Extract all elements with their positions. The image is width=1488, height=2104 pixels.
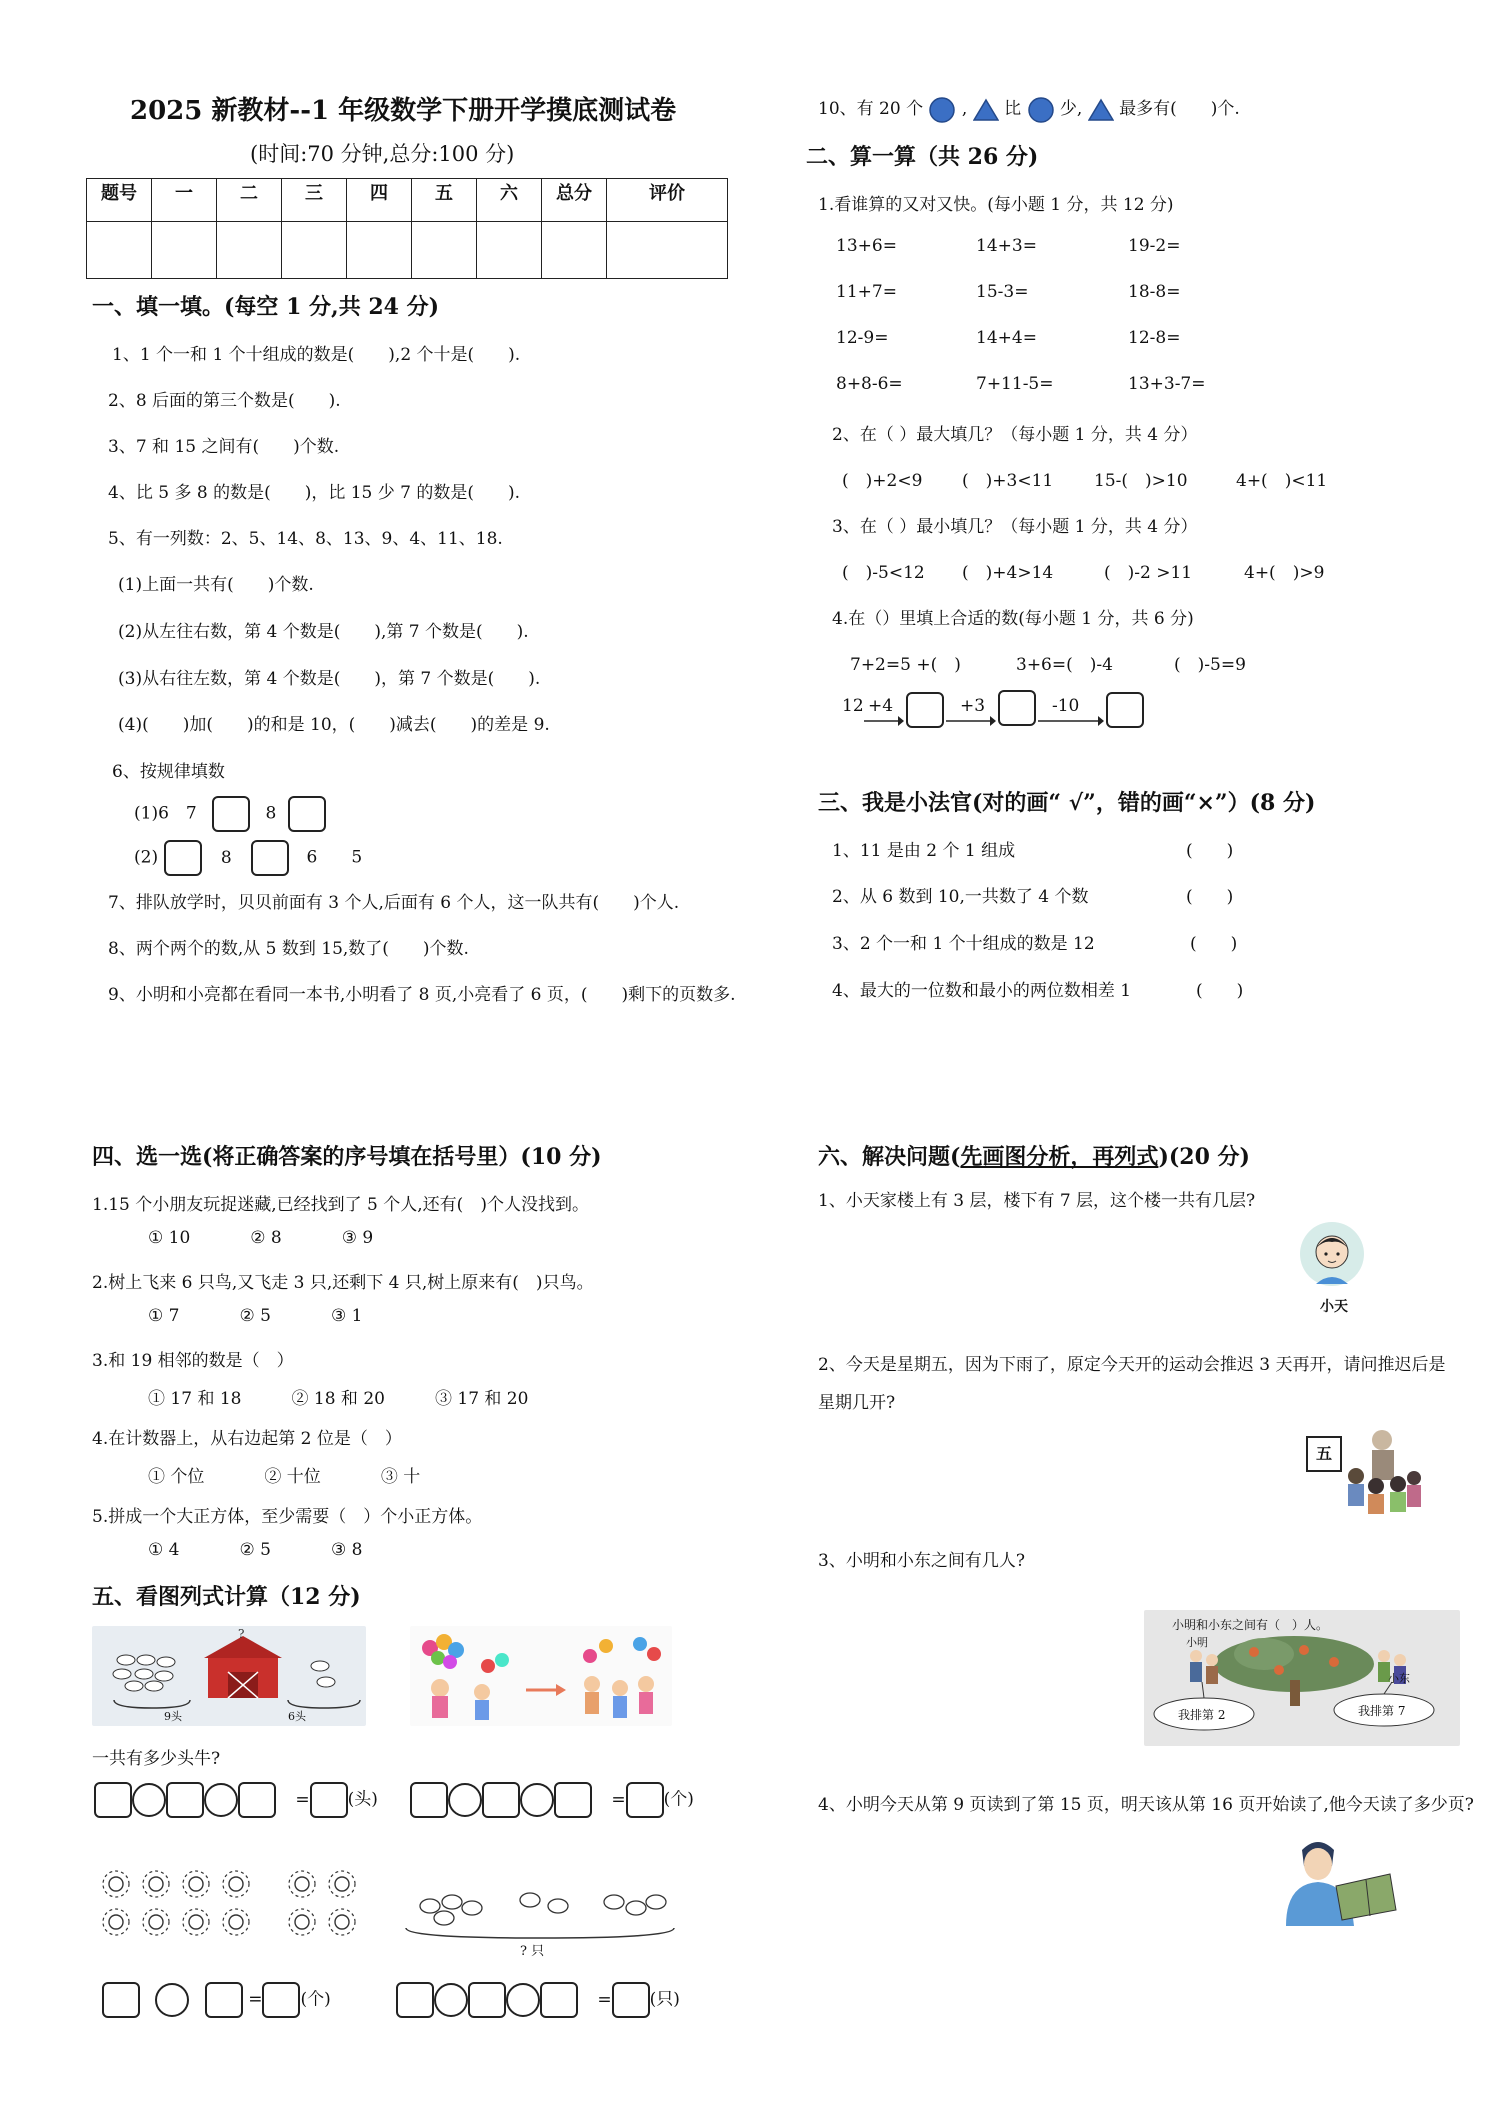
score-header: 评价 bbox=[607, 179, 728, 222]
score-cell[interactable] bbox=[542, 222, 607, 279]
answer-box[interactable] bbox=[212, 796, 250, 832]
fill-item: 4+( )>9 bbox=[1244, 563, 1325, 583]
s1-q3: 3、7 和 15 之间有( )个数. bbox=[108, 437, 340, 457]
score-cell[interactable] bbox=[412, 222, 477, 279]
score-table bbox=[86, 178, 728, 279]
q10-b: , bbox=[961, 99, 968, 119]
fill-item: ( )-5=9 bbox=[1174, 655, 1246, 675]
section-6-title bbox=[818, 1140, 1250, 1171]
choice-option[interactable]: ③ 8 bbox=[330, 1540, 363, 1560]
calc-item: 7+11-5= bbox=[976, 374, 1054, 394]
unit-label: (只) bbox=[649, 1989, 680, 2010]
judge-paren[interactable]: ( ) bbox=[1196, 981, 1244, 1001]
choice-option[interactable]: ② 8 bbox=[250, 1228, 282, 1248]
section-1-title: 一、填一填。(每空 1 分,共 24 分) bbox=[92, 294, 440, 320]
judge-item: 1、11 是由 2 个 1 组成 bbox=[832, 841, 1016, 861]
equation-birds: = (只) bbox=[396, 1982, 680, 2018]
choice-question: 2.树上飞来 6 只鸟,又飞走 3 只,还剩下 4 只,树上原来有( )只鸟。 bbox=[92, 1273, 594, 1293]
q10-d: 少, bbox=[1059, 99, 1083, 119]
svg-text:?: ? bbox=[238, 1627, 245, 1641]
equation-cows: = (头) bbox=[94, 1782, 378, 1818]
score-cell[interactable] bbox=[217, 222, 282, 279]
answer-box[interactable] bbox=[540, 1982, 578, 2018]
choice-option[interactable]: ③ 17 和 20 bbox=[434, 1389, 529, 1409]
score-cell[interactable] bbox=[347, 222, 412, 279]
score-cell[interactable] bbox=[477, 222, 542, 279]
answer-box[interactable] bbox=[166, 1782, 204, 1818]
s6-title-b: )(20 分) bbox=[1158, 1144, 1250, 1170]
answer-box[interactable] bbox=[468, 1982, 506, 2018]
s1-q4: 4、比 5 多 8 的数是( )，比 15 少 7 的数是( ). bbox=[108, 483, 521, 503]
arrow-icon bbox=[946, 714, 996, 728]
queue-question-text: 小明和小东之间有（ ）人。 bbox=[1172, 1618, 1329, 1632]
unit-label: (个) bbox=[300, 1989, 331, 2010]
chain-box[interactable] bbox=[906, 692, 944, 728]
fill-item: 4+( )<11 bbox=[1236, 471, 1328, 491]
score-cell[interactable] bbox=[87, 222, 152, 279]
operator-circle[interactable] bbox=[448, 1783, 482, 1817]
s6-q4: 4、小明今天从第 9 页读到了第 15 页，明天该从第 16 页开始读了,他今天读了多少页? bbox=[818, 1795, 1474, 1815]
s1-q5a: (1)上面一共有( )个数. bbox=[118, 575, 314, 595]
choice-question: 5.拼成一个大正方体，至少需要（ ）个小正方体。 bbox=[92, 1507, 483, 1527]
choice-option[interactable]: ① 17 和 18 bbox=[148, 1389, 242, 1409]
weekday-image bbox=[1302, 1424, 1418, 1516]
chain-box[interactable] bbox=[998, 690, 1036, 726]
s2-p4-title: 4.在（）里填上合适的数(每小题 1 分，共 6 分) bbox=[832, 609, 1194, 629]
s1-q7: 7、排队放学时，贝贝前面有 3 个人,后面有 6 个人，这一队共有( )个人. bbox=[108, 893, 680, 913]
s1-q5: 5、有一列数：2、5、14、8、13、9、4、11、18. bbox=[108, 529, 503, 549]
chain-box[interactable] bbox=[1106, 692, 1144, 728]
choice-option[interactable]: ③ 9 bbox=[341, 1228, 374, 1248]
cow-right-label: 6头 bbox=[288, 1710, 306, 1723]
s1-q2: 2、8 后面的第三个数是( ). bbox=[108, 391, 341, 411]
calc-item: 14+4= bbox=[976, 328, 1037, 348]
answer-box[interactable] bbox=[396, 1982, 434, 2018]
chain-op1: +4 bbox=[868, 696, 894, 716]
balloon-kids-image bbox=[410, 1626, 672, 1726]
operator-circle[interactable] bbox=[155, 1983, 189, 2017]
boy-avatar-icon bbox=[1292, 1218, 1372, 1292]
operator-circle[interactable] bbox=[506, 1983, 540, 2017]
s1-q1: 1、1 个一和 1 个十组成的数是( ),2 个十是( ). bbox=[112, 345, 521, 365]
q6b-prefix: (2) bbox=[134, 847, 159, 868]
page-subtitle: (时间:70 分钟,总分:100 分) bbox=[250, 142, 515, 166]
choice-option[interactable]: ② 5 bbox=[239, 1540, 271, 1560]
answer-box[interactable] bbox=[410, 1782, 448, 1818]
calc-item: 19-2= bbox=[1128, 236, 1181, 256]
fill-item: ( )+3<11 bbox=[962, 471, 1054, 491]
weekday-sign: 五 bbox=[1306, 1436, 1342, 1472]
choice-option[interactable]: ③ 十 bbox=[380, 1467, 421, 1487]
section-3-title: 三、我是小法官(对的画“ √”，错的画“×”）(8 分) bbox=[818, 790, 1316, 816]
judge-item: 3、2 个一和 1 个十组成的数是 12 bbox=[832, 934, 1095, 954]
choice-options bbox=[148, 1228, 433, 1248]
judge-paren[interactable]: ( ) bbox=[1186, 841, 1234, 861]
choice-question: 1.15 个小朋友玩捉迷藏,已经找到了 5 个人,还有( )个人没找到。 bbox=[92, 1195, 589, 1215]
score-header: 三 bbox=[282, 179, 347, 222]
s1-q5c: (3)从右往左数，第 4 个数是( )，第 7 个数是( ). bbox=[118, 669, 541, 689]
fill-item: 7+2=5 +( ) bbox=[850, 655, 961, 675]
choice-option[interactable]: ② 十位 bbox=[264, 1467, 321, 1487]
queue-name-xiaoming: 小明 bbox=[1186, 1636, 1208, 1649]
blue-triangle-icon bbox=[1088, 98, 1114, 122]
score-header: 六 bbox=[477, 179, 542, 222]
equation-balloons: = (个) bbox=[410, 1782, 694, 1818]
fill-item: ( )-2 >11 bbox=[1104, 563, 1193, 583]
section-2-title: 二、算一算（共 26 分) bbox=[806, 144, 1039, 170]
answer-box[interactable] bbox=[482, 1782, 520, 1818]
s2-p3-title: 3、在（ ）最小填几？（每小题 1 分，共 4 分） bbox=[832, 517, 1198, 537]
choice-option[interactable]: ① 4 bbox=[148, 1540, 180, 1560]
q10-e: 最多有( )个. bbox=[1119, 99, 1240, 119]
fill-item: 15-( )>10 bbox=[1094, 471, 1188, 491]
answer-box[interactable] bbox=[205, 1982, 243, 2018]
choice-question: 3.和 19 相邻的数是（ ） bbox=[92, 1351, 294, 1371]
blue-circle-icon bbox=[928, 96, 956, 124]
choice-option[interactable]: ② 18 和 20 bbox=[291, 1389, 385, 1409]
chain-op2: +3 bbox=[960, 696, 986, 716]
s6-q2a: 2、今天是星期五，因为下雨了，原定今天开的运动会推迟 3 天再开，请问推迟后是 bbox=[818, 1355, 1446, 1375]
equation-suns: = (个) bbox=[102, 1982, 331, 2018]
calc-item: 11+7= bbox=[836, 282, 897, 302]
arrow-icon bbox=[1038, 714, 1104, 728]
choice-options bbox=[148, 1540, 422, 1560]
q6b-a: 8 bbox=[220, 847, 232, 868]
score-header: 二 bbox=[217, 179, 282, 222]
calc-item: 8+8-6= bbox=[836, 374, 903, 394]
judge-paren[interactable]: ( ) bbox=[1186, 887, 1234, 907]
fill-item: ( )-5<12 bbox=[842, 563, 925, 583]
queue-bubble-2: 我排第 7 bbox=[1358, 1704, 1406, 1718]
answer-box[interactable] bbox=[251, 840, 289, 876]
choice-options bbox=[148, 1306, 422, 1326]
choice-options bbox=[148, 1384, 588, 1409]
s1-q6a bbox=[134, 796, 326, 832]
calc-item: 13+6= bbox=[836, 236, 897, 256]
choice-options bbox=[148, 1462, 480, 1487]
queue-name-xiaodong: 小东 bbox=[1388, 1672, 1410, 1685]
blue-circle-icon bbox=[1027, 96, 1055, 124]
calc-item: 15-3= bbox=[976, 282, 1029, 302]
q6a-prefix: (1)6 7 bbox=[134, 803, 197, 824]
bird-question-label: ? 只 bbox=[520, 1944, 545, 1959]
fill-item: ( )+2<9 bbox=[842, 471, 923, 491]
section-5-title: 五、看图列式计算（12 分) bbox=[92, 1584, 361, 1610]
operator-circle[interactable] bbox=[204, 1783, 238, 1817]
reading-boy-image bbox=[1272, 1830, 1402, 1926]
answer-box[interactable] bbox=[612, 1982, 650, 2018]
answer-box[interactable] bbox=[310, 1782, 348, 1818]
answer-box[interactable] bbox=[288, 796, 326, 832]
calc-item: 14+3= bbox=[976, 236, 1037, 256]
q6b-b: 6 5 bbox=[306, 847, 363, 868]
s1-q5d: (4)( )加( )的和是 10，( )减去( )的差是 9. bbox=[118, 715, 550, 735]
s6-title-underlined: 先画图分析，再列式 bbox=[960, 1144, 1159, 1170]
s1-q9: 9、小明和小亮都在看同一本书,小明看了 8 页,小亮看了 6 页，( )剩下的页数多. bbox=[108, 985, 736, 1005]
s6-title-a: 六、解决问题( bbox=[818, 1144, 961, 1170]
q10-a: 10、有 20 个 bbox=[818, 99, 924, 119]
s2-p2-title: 2、在（ ）最大填几？（每小题 1 分，共 4 分） bbox=[832, 425, 1198, 445]
score-header: 五 bbox=[412, 179, 477, 222]
calc-item: 12-9= bbox=[836, 328, 889, 348]
operator-circle[interactable] bbox=[132, 1783, 166, 1817]
unit-label: (个) bbox=[663, 1789, 694, 1810]
s1-q8: 8、两个两个的数,从 5 数到 15,数了( )个数. bbox=[108, 939, 469, 959]
children-group-illustration bbox=[1342, 1424, 1422, 1516]
calc-item: 13+3-7= bbox=[1128, 374, 1206, 394]
page-title: 2025 新教材--1 年级数学下册开学摸底测试卷 bbox=[130, 96, 677, 126]
score-cell[interactable] bbox=[607, 222, 728, 279]
choice-option[interactable]: ① 7 bbox=[148, 1306, 180, 1326]
s6-q3: 3、小明和小东之间有几人? bbox=[818, 1551, 1025, 1571]
cows-barn-image bbox=[92, 1626, 366, 1726]
answer-box[interactable] bbox=[164, 840, 202, 876]
fill-item: 3+6=( )-4 bbox=[1016, 655, 1113, 675]
answer-box[interactable] bbox=[238, 1782, 276, 1818]
xiaotian-caption: 小天 bbox=[1320, 1299, 1348, 1315]
s6-q2b: 星期几开? bbox=[818, 1393, 896, 1413]
balloon-kids-illustration bbox=[410, 1626, 672, 1726]
cows-barn-illustration bbox=[92, 1626, 366, 1726]
calc-item: 18-8= bbox=[1128, 282, 1181, 302]
choice-option[interactable]: ① 个位 bbox=[148, 1467, 205, 1487]
answer-box[interactable] bbox=[262, 1982, 300, 2018]
section-4-title: 四、选一选(将正确答案的序号填在括号里）(10 分) bbox=[92, 1144, 602, 1170]
q10-c: 比 bbox=[1004, 99, 1022, 119]
answer-box[interactable] bbox=[94, 1782, 132, 1818]
queue-bubble-1: 我排第 2 bbox=[1178, 1708, 1226, 1722]
choice-option[interactable]: ③ 1 bbox=[330, 1306, 363, 1326]
cow-question: 一共有多少头牛? bbox=[92, 1749, 221, 1769]
judge-paren[interactable]: ( ) bbox=[1190, 934, 1238, 954]
score-header: 题号 bbox=[87, 179, 152, 222]
cow-left-label: 9头 bbox=[164, 1710, 182, 1723]
chain-op3: -10 bbox=[1052, 696, 1080, 716]
s1-q6b bbox=[134, 840, 362, 876]
fill-item: ( )+4>14 bbox=[962, 563, 1054, 583]
s1-q5b: (2)从左往右数，第 4 个数是( ),第 7 个数是( ). bbox=[118, 622, 529, 642]
operator-circle[interactable] bbox=[520, 1783, 554, 1817]
score-header: 一 bbox=[152, 179, 217, 222]
queue-image bbox=[1144, 1610, 1460, 1746]
s6-q1: 1、小天家楼上有 3 层，楼下有 7 层，这个楼一共有几层? bbox=[818, 1191, 1256, 1211]
choice-option[interactable]: ② 5 bbox=[239, 1306, 271, 1326]
score-header: 四 bbox=[347, 179, 412, 222]
suns-illustration bbox=[96, 1866, 376, 1946]
judge-item: 2、从 6 数到 10,一共数了 4 个数 bbox=[832, 887, 1089, 907]
operator-circle[interactable] bbox=[434, 1983, 468, 2017]
arrow-icon bbox=[864, 714, 904, 728]
queue-illustration bbox=[1144, 1610, 1460, 1746]
blue-triangle-icon bbox=[973, 98, 999, 122]
score-cell[interactable] bbox=[152, 222, 217, 279]
choice-option[interactable]: ① 10 bbox=[148, 1228, 191, 1248]
answer-box[interactable] bbox=[102, 1982, 140, 2018]
answer-box[interactable] bbox=[626, 1782, 664, 1818]
judge-item: 4、最大的一位数和最小的两位数相差 1 bbox=[832, 981, 1132, 1001]
calc-item: 12-8= bbox=[1128, 328, 1181, 348]
score-cell[interactable] bbox=[282, 222, 347, 279]
s2-p1-title: 1.看谁算的又对又快。(每小题 1 分，共 12 分) bbox=[818, 195, 1174, 215]
choice-question: 4.在计数器上，从右边起第 2 位是（ ） bbox=[92, 1429, 402, 1449]
s1-q10 bbox=[818, 94, 1240, 124]
unit-label: (头) bbox=[347, 1789, 378, 1810]
score-header: 总分 bbox=[542, 179, 607, 222]
xiaotian-image bbox=[1292, 1218, 1372, 1318]
chain-start: 12 bbox=[842, 696, 864, 716]
s1-q6: 6、按规律填数 bbox=[112, 762, 225, 782]
answer-box[interactable] bbox=[554, 1782, 592, 1818]
q6a-mid: 8 bbox=[265, 803, 277, 824]
